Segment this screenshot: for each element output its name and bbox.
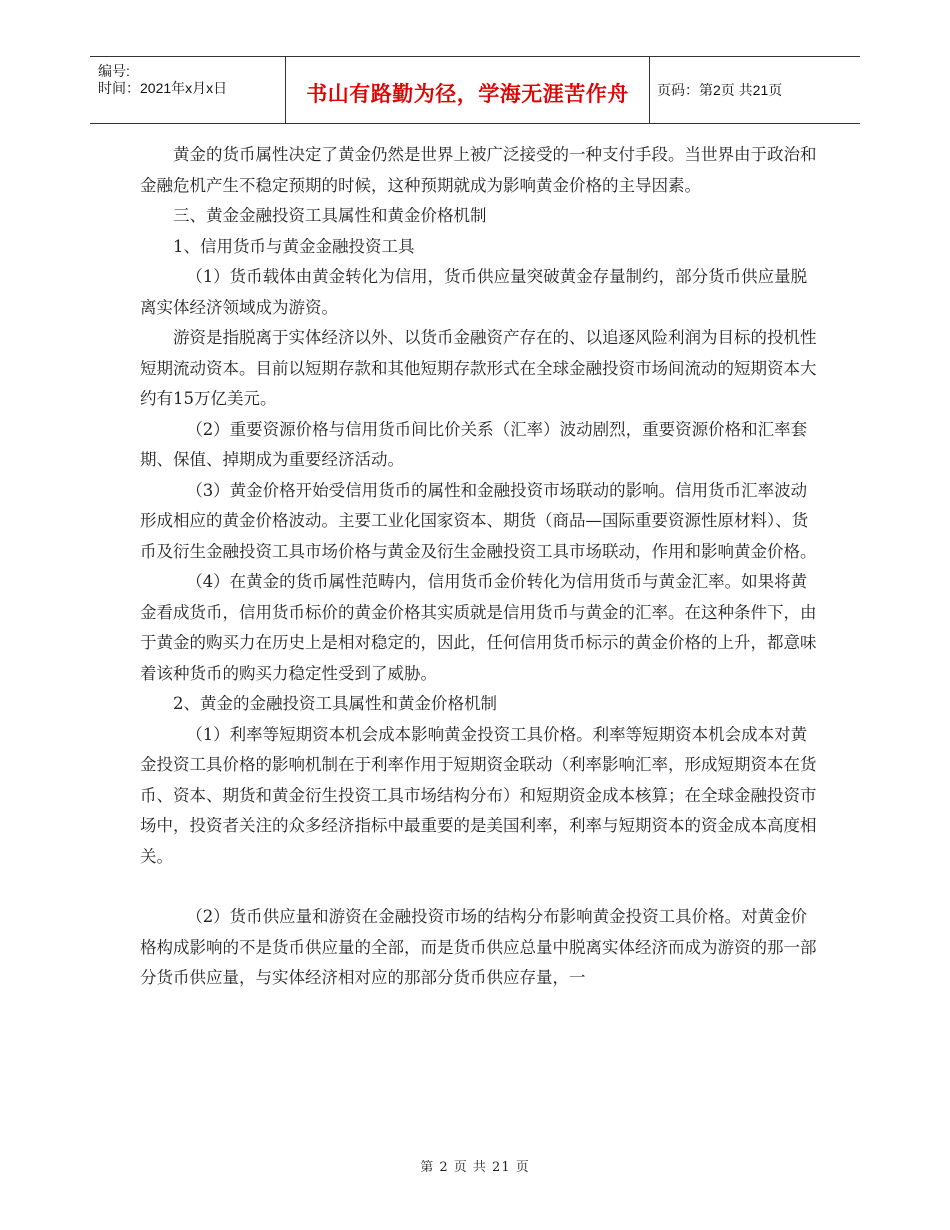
section-heading: 三、黄金金融投资工具属性和黄金价格机制 — [173, 206, 487, 225]
header-right-cell — [649, 57, 860, 123]
header-left-cell — [90, 57, 285, 123]
page-info: 页码：第2页 共21页 — [657, 82, 783, 98]
header-motto-cell — [285, 57, 650, 123]
paragraph: （2）重要资源价格与信用货币间比价关系（汇率）波动剧烈，重要资源价格和汇率套期、保值、掉期成为重要经济活动。 — [140, 419, 808, 469]
page-header — [90, 56, 860, 124]
paragraph: （4）在黄金的货币属性范畴内，信用货币金价转化为信用货币与黄金汇率。如果将黄金看成货币，信用货币标价的黄金价格其实质就是信用货币与黄金的汇率。在这种条件下，由于黄金的购买力在历史上是相对稳定的，因此，任何信用货币标示的黄金价格的上升，都意味着该种货币的购买力稳定性受到了威胁。 — [140, 572, 817, 683]
page-footer: 第 2 页 共 21 页 — [420, 1160, 530, 1175]
motto-text: 书山有路勤为径，学海无涯苦作舟 — [306, 81, 629, 106]
number-label: 编号: — [98, 63, 130, 79]
document-body — [140, 140, 820, 994]
spacer — [140, 872, 820, 902]
paragraph: 游资是指脱离于实体经济以外、以货币金融资产存在的、以追逐风险利润为目标的投机性短期流动资本。目前以短期存款和其他短期存款形式在全球金融投资市场间流动的短期资本大约有15万亿美元。 — [140, 328, 817, 408]
paragraph: （2）货币供应量和游资在金融投资市场的结构分布影响黄金投资工具价格。对黄金价格构成影响的不是货币供应量的全部，而是货币供应总量中脱离实体经济而成为游资的那一部分货币供应量，与实体经济相对应的那部分货币供应存量，一 — [140, 907, 817, 987]
subsection-heading: 2、黄金的金融投资工具属性和黄金价格机制 — [173, 694, 497, 713]
paragraph: （1）利率等短期资本机会成本影响黄金投资工具价格。利率等短期资本机会成本对黄金投资工具价格的影响机制在于利率作用于短期资金联动（利率影响汇率，形成短期资本在货币、资本、期货和黄金衍生投资工具市场结构分布）和短期资金成本核算；在全球金融投资市场中，投资者关注的众多经济指标中最重要的是美国利率，利率与短期资本的资金成本高度相关。 — [140, 724, 817, 866]
subsection-heading: 1、信用货币与黄金金融投资工具 — [173, 236, 415, 256]
paragraph: （3）黄金价格开始受信用货币的属性和金融投资市场联动的影响。信用货币汇率波动形成相应的黄金价格波动。主要工业化国家资本、期货（商品—国际重要资源性原材料）、货币及衍生金融投资工具市场价格与黄金及衍生金融投资工具市场联动，作用和影响黄金价格。 — [140, 480, 817, 561]
time-label: 时间：2021年x月x日 — [98, 80, 228, 96]
paragraph: 黄金的货币属性决定了黄金仍然是世界上被广泛接受的一种支付手段。当世界由于政治和金融危机产生不稳定预期的时候，这种预期就成为影响黄金价格的主导因素。 — [140, 145, 817, 195]
paragraph: （1）货币载体由黄金转化为信用，货币供应量突破黄金存量制约，部分货币供应量脱离实体经济领域成为游资。 — [140, 267, 808, 317]
